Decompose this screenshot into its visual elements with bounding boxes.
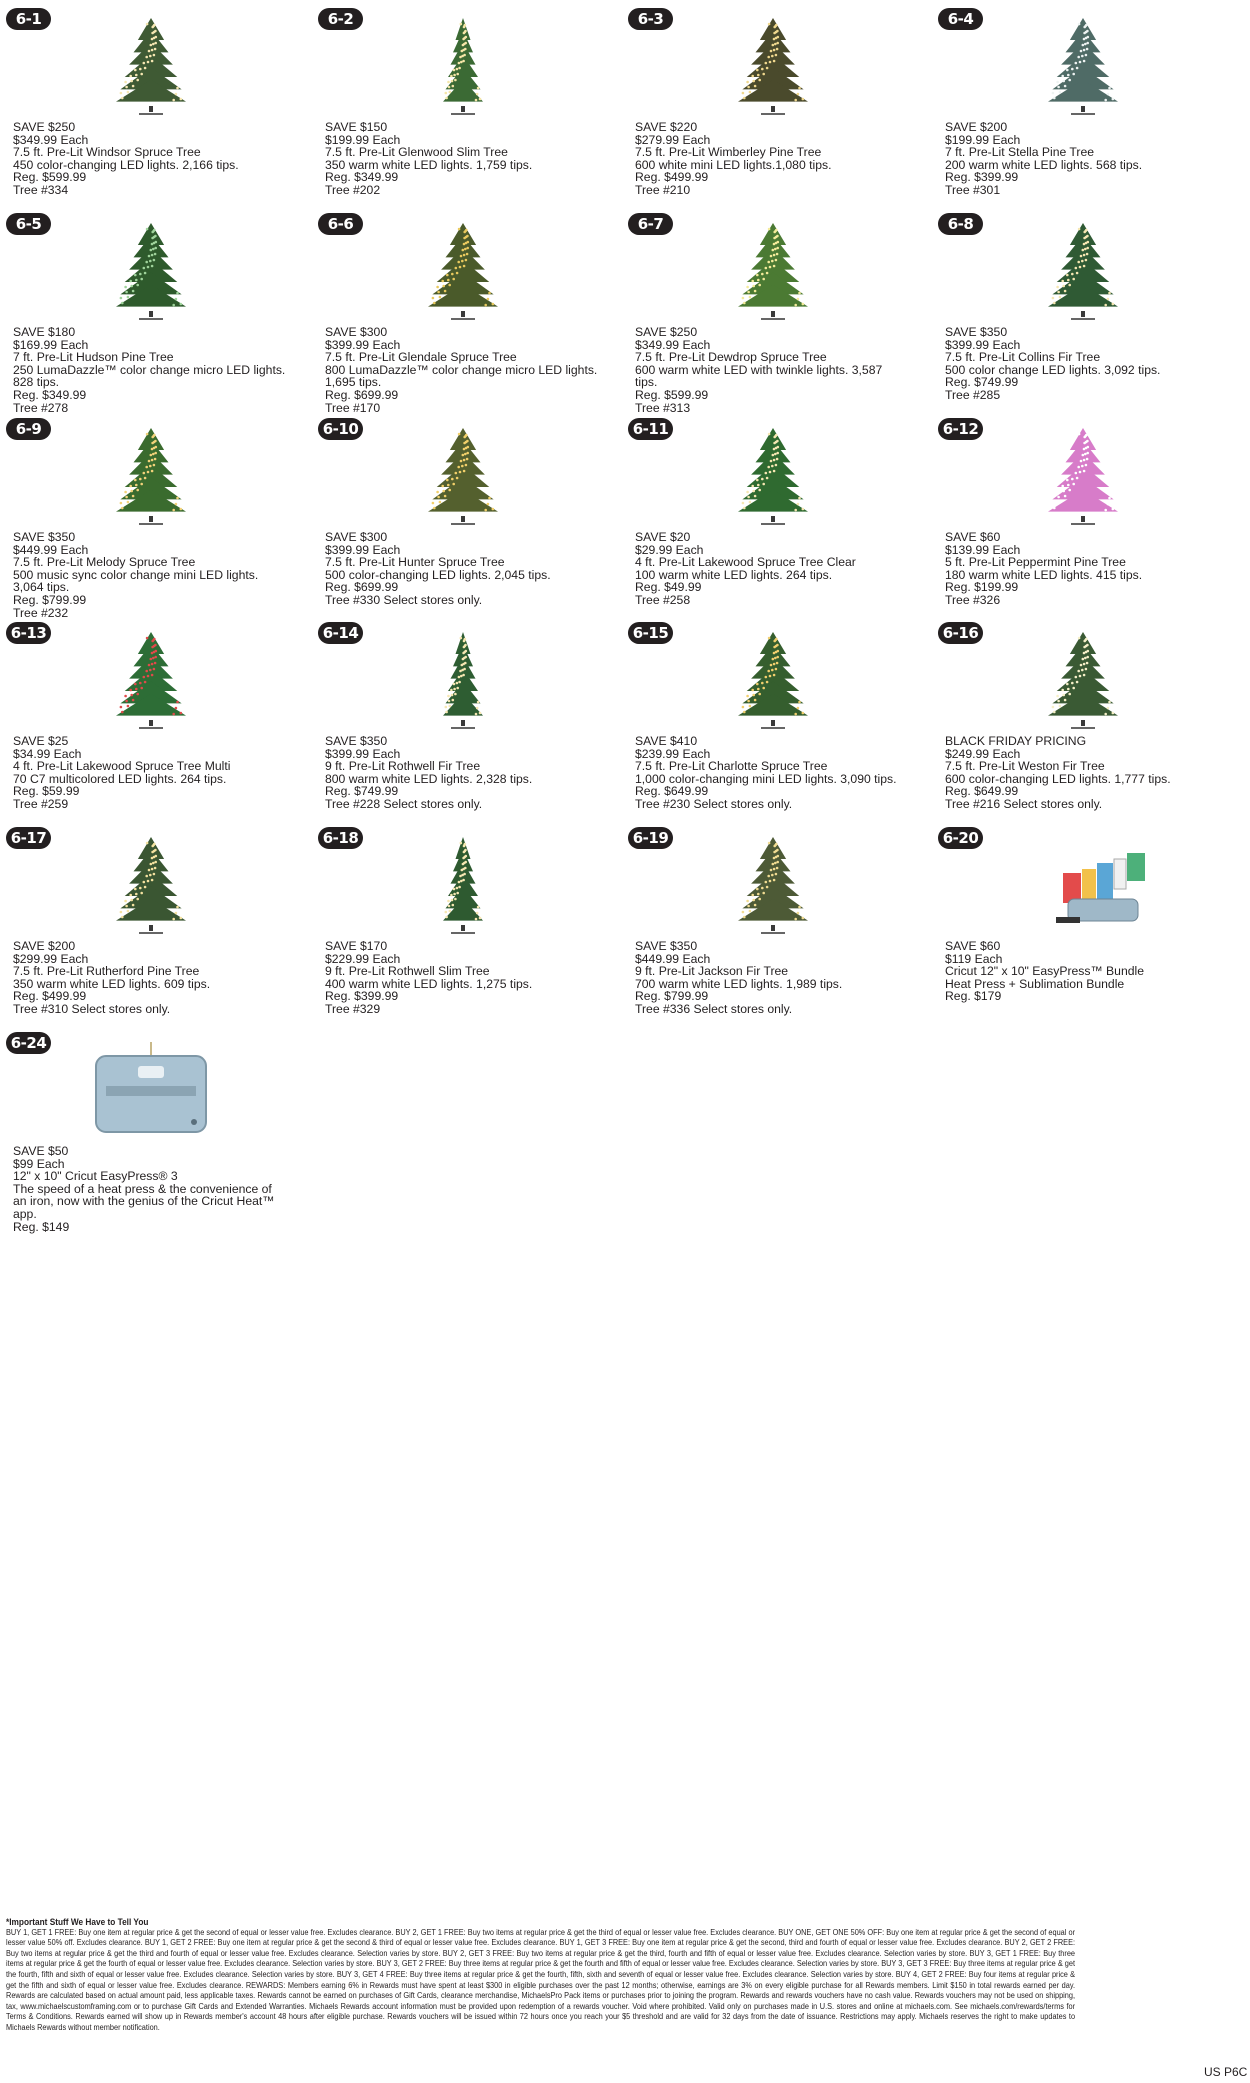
detail-line: 4 ft. Pre-Lit Lakewood Spruce Tree Multi xyxy=(13,759,231,774)
product-item xyxy=(6,418,306,618)
price-text: $29.99 Each xyxy=(635,542,704,557)
price-text: $239.99 Each xyxy=(635,746,711,761)
pine-tree-icon xyxy=(388,219,538,322)
savings-text: SAVE $350 xyxy=(13,530,76,544)
price-text: $349.99 Each xyxy=(13,132,89,147)
item-number-badge: 6-24 xyxy=(6,1032,51,1054)
product-item xyxy=(938,622,1238,822)
savings-text: SAVE $250 xyxy=(13,120,76,134)
detail-line: Tree #310 Select stores only. xyxy=(13,1001,171,1016)
detail-line: 450 color-changing LED lights. 2,166 tips. xyxy=(13,157,239,172)
product-details xyxy=(325,531,621,607)
product-item xyxy=(628,622,928,822)
product-item xyxy=(318,8,618,208)
pink-tree-icon xyxy=(1008,424,1158,527)
detail-line: 7 ft. Pre-Lit Hudson Pine Tree xyxy=(13,350,174,365)
item-number-badge: 6-12 xyxy=(938,418,983,440)
detail-line: Reg. $349.99 xyxy=(325,170,399,185)
product-item xyxy=(938,418,1238,618)
detail-line: Tree #334 xyxy=(13,182,69,197)
detail-line: 7.5 ft. Pre-Lit Weston Fir Tree xyxy=(945,759,1105,774)
price-text: $249.99 Each xyxy=(945,746,1021,761)
detail-line: 4 ft. Pre-Lit Lakewood Spruce Tree Clear xyxy=(635,555,856,570)
detail-line: Tree #326 xyxy=(945,592,1001,607)
slim-tree-icon xyxy=(388,14,538,117)
price-text: $449.99 Each xyxy=(13,542,89,557)
detail-line: 7.5 ft. Pre-Lit Windsor Spruce Tree xyxy=(13,145,201,160)
detail-line: Tree #228 Select stores only. xyxy=(325,796,483,811)
slim-tree-icon xyxy=(388,628,538,731)
item-number-badge: 6-19 xyxy=(628,827,673,849)
savings-text: SAVE $25 xyxy=(13,734,69,748)
page-id: US P6C xyxy=(1204,2065,1248,2079)
price-text: $349.99 Each xyxy=(635,337,711,352)
price-text: $119 Each xyxy=(945,951,1003,966)
product-item xyxy=(938,213,1238,413)
detail-line: Reg. $749.99 xyxy=(325,784,399,799)
detail-line: Reg. $499.99 xyxy=(635,170,709,185)
price-text: $399.99 Each xyxy=(325,337,401,352)
detail-line: 7.5 ft. Pre-Lit Rutherford Pine Tree xyxy=(13,964,200,979)
detail-line: Reg. $59.99 xyxy=(13,784,80,799)
item-number-badge: 6-2 xyxy=(318,8,363,30)
detail-line: Tree #330 Select stores only. xyxy=(325,592,483,607)
detail-line: Reg. $149 xyxy=(13,1219,70,1234)
item-number-badge: 6-6 xyxy=(318,213,363,235)
item-number-badge: 6-14 xyxy=(318,622,363,644)
product-details xyxy=(945,735,1241,811)
price-text: $34.99 Each xyxy=(13,746,82,761)
product-details xyxy=(635,531,931,607)
product-item xyxy=(6,622,306,822)
savings-text: SAVE $150 xyxy=(325,120,388,134)
pine-tree-icon xyxy=(698,833,848,936)
product-item xyxy=(318,622,618,822)
detail-line: 828 tips. xyxy=(13,375,60,390)
price-text: $169.99 Each xyxy=(13,337,89,352)
detail-line: 400 warm white LED lights. 1,275 tips. xyxy=(325,976,533,991)
savings-text: SAVE $180 xyxy=(13,325,76,339)
product-details xyxy=(325,121,621,197)
pine-tree-icon xyxy=(76,219,226,322)
product-details xyxy=(635,121,931,197)
detail-line: Tree #336 Select stores only. xyxy=(635,1001,793,1016)
detail-line: 7.5 ft. Pre-Lit Melody Spruce Tree xyxy=(13,555,196,570)
detail-line: 250 LumaDazzle™ color change micro LED lights. xyxy=(13,362,286,377)
detail-line: Heat Press + Sublimation Bundle xyxy=(945,976,1125,991)
product-item xyxy=(6,827,306,1027)
savings-text: SAVE $20 xyxy=(635,530,691,544)
detail-line: an iron, now with the genius of the Cricut Heat™ xyxy=(13,1194,275,1209)
product-item xyxy=(628,213,928,413)
detail-line: Reg. $199.99 xyxy=(945,580,1019,595)
detail-line: 200 warm white LED lights. 568 tips. xyxy=(945,157,1143,172)
detail-line: 500 color change LED lights. 3,092 tips. xyxy=(945,362,1161,377)
detail-line: Reg. $49.99 xyxy=(635,580,702,595)
item-number-badge: 6-1 xyxy=(6,8,51,30)
product-details xyxy=(325,735,621,811)
item-number-badge: 6-11 xyxy=(628,418,673,440)
price-text: $99 Each xyxy=(13,1156,65,1171)
detail-line: 1,000 color-changing mini LED lights. 3,090 tips. xyxy=(635,771,897,786)
price-text: $449.99 Each xyxy=(635,951,711,966)
savings-text: SAVE $60 xyxy=(945,939,1001,953)
detail-line: Tree #258 xyxy=(635,592,691,607)
detail-line: 600 color-changing LED lights. 1,777 tips. xyxy=(945,771,1171,786)
pine-tree-icon xyxy=(76,833,226,936)
detail-line: Reg. $349.99 xyxy=(13,387,87,402)
savings-text: SAVE $200 xyxy=(945,120,1008,134)
product-details xyxy=(635,326,931,414)
detail-line: Reg. $599.99 xyxy=(13,170,87,185)
product-details xyxy=(13,1145,309,1233)
product-details xyxy=(945,940,1241,1003)
product-item xyxy=(628,418,928,618)
detail-line: Cricut 12" x 10" EasyPress™ Bundle xyxy=(945,964,1144,979)
detail-line: 9 ft. Pre-Lit Rothwell Fir Tree xyxy=(325,759,481,774)
detail-line: 350 warm white LED lights. 1,759 tips. xyxy=(325,157,533,172)
detail-line: 600 white mini LED lights.1,080 tips. xyxy=(635,157,832,172)
product-details xyxy=(13,531,309,619)
detail-line: 12" x 10" Cricut EasyPress® 3 xyxy=(13,1169,178,1184)
detail-line: Reg. $599.99 xyxy=(635,387,709,402)
pine-tree-icon xyxy=(388,424,538,527)
pine-tree-icon xyxy=(76,14,226,117)
price-text: $229.99 Each xyxy=(325,951,401,966)
detail-line: 7 ft. Pre-Lit Stella Pine Tree xyxy=(945,145,1095,160)
item-number-badge: 6-9 xyxy=(6,418,51,440)
savings-text: SAVE $300 xyxy=(325,530,388,544)
detail-line: 3,064 tips. xyxy=(13,580,70,595)
product-details xyxy=(635,735,931,811)
detail-line: The speed of a heat press & the convenience of xyxy=(13,1181,272,1196)
product-details xyxy=(945,531,1241,607)
savings-text: SAVE $350 xyxy=(635,939,698,953)
detail-line: 9 ft. Pre-Lit Rothwell Slim Tree xyxy=(325,964,490,979)
detail-line: Reg. $799.99 xyxy=(13,592,87,607)
detail-line: Tree #301 xyxy=(945,182,1001,197)
detail-line: 7.5 ft. Pre-Lit Collins Fir Tree xyxy=(945,350,1101,365)
detail-line: Reg. $699.99 xyxy=(325,387,399,402)
savings-text: SAVE $50 xyxy=(13,1144,69,1158)
detail-line: 700 warm white LED lights. 1,989 tips. xyxy=(635,976,843,991)
detail-line: 7.5 ft. Pre-Lit Glenwood Slim Tree xyxy=(325,145,508,160)
detail-line: Tree #202 xyxy=(325,182,381,197)
price-text: $399.99 Each xyxy=(325,746,401,761)
detail-line: Tree #259 xyxy=(13,796,69,811)
detail-line: 600 warm white LED with twinkle lights. 3,587 xyxy=(635,362,883,377)
price-text: $399.99 Each xyxy=(325,542,401,557)
detail-line: Tree #285 xyxy=(945,387,1001,402)
product-details xyxy=(325,326,621,414)
product-item xyxy=(318,213,618,413)
detail-line: Reg. $399.99 xyxy=(325,989,399,1004)
detail-line: Tree #216 Select stores only. xyxy=(945,796,1103,811)
detail-line: 350 warm white LED lights. 609 tips. xyxy=(13,976,211,991)
detail-line: 800 warm white LED lights. 2,328 tips. xyxy=(325,771,533,786)
product-details xyxy=(945,326,1241,402)
product-details xyxy=(13,940,309,1016)
price-text: $399.99 Each xyxy=(945,337,1021,352)
detail-line: 70 C7 multicolored LED lights. 264 tips. xyxy=(13,771,227,786)
detail-line: Tree #210 xyxy=(635,182,691,197)
pine-tree-icon xyxy=(698,14,848,117)
detail-line: Reg. $799.99 xyxy=(635,989,709,1004)
price-text: $199.99 Each xyxy=(945,132,1021,147)
item-number-badge: 6-7 xyxy=(628,213,673,235)
detail-line: 7.5 ft. Pre-Lit Charlotte Spruce Tree xyxy=(635,759,828,774)
detail-line: Reg. $499.99 xyxy=(13,989,87,1004)
savings-text: SAVE $220 xyxy=(635,120,698,134)
fine-print-body: BUY 1, GET 1 FREE: Buy one item at regular price & get the second of equal or lesser value free. Excludes clearance. BUY 2, GET 1 FREE: Buy two items at regular price & get the third of equal or lesser value free. Excludes clearance. BUY ONE, GET ONE 50% OFF: Buy one item at regular price & get the second of equal or lesser value 50% off. Excludes clearance. BUY 1, GET 2 FREE: Buy one item at regular price & get the second & third of equal or lesser value free. Excludes clearance. BUY 1, GET 3 FREE: Buy one item at regular price & get the second, third and fourth of equal or lesser value free. Excludes clearance. BUY 2, GET 2 FREE: Buy two items at regular price & get the third and fourth of equal or lesser value free. Excludes clearance. Selection varies by store. BUY 2, GET 3 FREE: Buy two items at regular price & get the third, fourth and fifth of equal or lesser value free. Excludes clearance. Selection varies by store. BUY 3, GET 1 FREE: Buy three items at regular price & get the fourth of equal or lesser value free. Excludes clearance. Selection varies by store. BUY 3, GET 2 FREE: Buy three items at regular price & get the fourth and fifth of equal or lesser value free. Excludes clearance. Selection varies by store. BUY 3, GET 3 FREE: Buy three items at regular price & get the fourth, fifth and sixth of equal or lesser value free. Excludes clearance. Selection varies by store. BUY 3, GET 4 FREE: Buy three items at regular price & get the fourth, fifth, sixth and seventh of equal or lesser value free. Excludes clearance. Selection varies by store. BUY 4, GET 2 FREE: Buy four items at regular price & get the fifth and sixth of equal or lesser value free. Excludes clearance. REWARDS: Members earning 6% in Rewards must have spent at least $300 in eligible purchases over the past 12 months; otherwise, earnings are 3% on every eligible purchase for all Rewards members. Limit $150 in total rewards earned per day. Rewards are calculated based on actual amount paid, less applicable taxes. Rewards cannot be earned on purchases of Gift Cards, clearance merchandise, MichaelsPro Pack items or purchases prior to joining the program. Rewards and rewards vouchers have no cash value. Rewards vouchers may not be used on shipping, tax, www.michaelscustomframing.com or to purchase Gift Cards and Extended Warranties. Michaels Rewards account information must be provided upon redemption of a rewards voucher. Void where prohibited. Valid only on purchases made in U.S. stores and online at michaels.com. See michaels.com/rewards/terms for Terms & Conditions. Rewards earned will show up in Rewards member's account 48 hours after eligible purchase. Rewards vouchers will be issued within 72 hours once you reach your $5 threshold and are valid for 32 days from the date of issuance. Restrictions may apply. Michaels reserves the right to make updates to Michaels Rewards without member notification. xyxy=(6,1927,1076,2032)
price-text: $279.99 Each xyxy=(635,132,711,147)
product-details xyxy=(13,121,309,197)
product-item xyxy=(628,827,928,1027)
savings-text: SAVE $350 xyxy=(325,734,388,748)
pine-tree-icon xyxy=(1008,628,1158,731)
detail-line: 180 warm white LED lights. 415 tips. xyxy=(945,567,1143,582)
detail-line: Tree #313 xyxy=(635,400,691,415)
pine-tree-icon xyxy=(76,424,226,527)
product-item xyxy=(628,8,928,208)
item-number-badge: 6-5 xyxy=(6,213,51,235)
detail-line: app. xyxy=(13,1206,37,1221)
detail-line: Tree #329 xyxy=(325,1001,381,1016)
detail-line: Tree #170 xyxy=(325,400,381,415)
fine-print xyxy=(6,1917,1075,2034)
detail-line: 500 color-changing LED lights. 2,045 tips. xyxy=(325,567,551,582)
price-text: $139.99 Each xyxy=(945,542,1021,557)
pine-tree-icon xyxy=(698,628,848,731)
pine-tree-icon xyxy=(698,219,848,322)
savings-text: SAVE $250 xyxy=(635,325,698,339)
product-item xyxy=(318,827,618,1027)
savings-text: SAVE $170 xyxy=(325,939,388,953)
savings-text: SAVE $200 xyxy=(13,939,76,953)
detail-line: Tree #278 xyxy=(13,400,69,415)
detail-line: Tree #230 Select stores only. xyxy=(635,796,793,811)
pine-tree-icon xyxy=(698,424,848,527)
product-item xyxy=(938,8,1238,208)
savings-text: SAVE $350 xyxy=(945,325,1008,339)
item-number-badge: 6-3 xyxy=(628,8,673,30)
detail-line: 7.5 ft. Pre-Lit Hunter Spruce Tree xyxy=(325,555,505,570)
product-item xyxy=(6,213,306,413)
heat-press-bundle-icon xyxy=(1008,833,1158,936)
slim-tree-icon xyxy=(388,833,538,936)
item-number-badge: 6-20 xyxy=(938,827,983,849)
detail-line: tips. xyxy=(635,375,658,390)
product-details xyxy=(945,121,1241,197)
detail-line: 800 LumaDazzle™ color change micro LED lights. xyxy=(325,362,598,377)
detail-line: Reg. $179 xyxy=(945,989,1002,1004)
detail-line: Reg. $399.99 xyxy=(945,170,1019,185)
detail-line: Tree #232 xyxy=(13,605,69,620)
pine-tree-icon xyxy=(1008,219,1158,322)
detail-line: 7.5 ft. Pre-Lit Wimberley Pine Tree xyxy=(635,145,822,160)
item-number-badge: 6-8 xyxy=(938,213,983,235)
item-number-badge: 6-10 xyxy=(318,418,363,440)
detail-line: Reg. $699.99 xyxy=(325,580,399,595)
item-number-badge: 6-13 xyxy=(6,622,51,644)
product-item xyxy=(318,418,618,618)
detail-line: Reg. $649.99 xyxy=(635,784,709,799)
detail-line: Reg. $649.99 xyxy=(945,784,1019,799)
product-details xyxy=(325,940,621,1016)
detail-line: 9 ft. Pre-Lit Jackson Fir Tree xyxy=(635,964,789,979)
item-number-badge: 6-18 xyxy=(318,827,363,849)
detail-line: 1,695 tips. xyxy=(325,375,382,390)
price-text: $199.99 Each xyxy=(325,132,401,147)
flocked-tree-icon xyxy=(1008,14,1158,117)
heat-press-icon xyxy=(76,1038,226,1141)
product-item xyxy=(938,827,1238,1027)
product-item xyxy=(6,1032,306,1232)
detail-line: 500 music sync color change mini LED lights. xyxy=(13,567,259,582)
detail-line: 7.5 ft. Pre-Lit Dewdrop Spruce Tree xyxy=(635,350,827,365)
fine-print-title: *Important Stuff We Have to Tell You xyxy=(6,1917,149,1927)
price-text: $299.99 Each xyxy=(13,951,89,966)
item-number-badge: 6-4 xyxy=(938,8,983,30)
detail-line: 5 ft. Pre-Lit Peppermint Pine Tree xyxy=(945,555,1126,570)
item-number-badge: 6-17 xyxy=(6,827,51,849)
savings-text: BLACK FRIDAY PRICING xyxy=(945,734,1087,748)
item-number-badge: 6-16 xyxy=(938,622,983,644)
detail-line: 100 warm white LED lights. 264 tips. xyxy=(635,567,833,582)
detail-line: Reg. $749.99 xyxy=(945,375,1019,390)
product-details xyxy=(13,326,309,414)
item-number-badge: 6-15 xyxy=(628,622,673,644)
product-details xyxy=(13,735,309,811)
product-details xyxy=(635,940,931,1016)
detail-line: 7.5 ft. Pre-Lit Glendale Spruce Tree xyxy=(325,350,517,365)
savings-text: SAVE $300 xyxy=(325,325,388,339)
savings-text: SAVE $410 xyxy=(635,734,698,748)
pine-tree-icon xyxy=(76,628,226,731)
product-item xyxy=(6,8,306,208)
savings-text: SAVE $60 xyxy=(945,530,1001,544)
